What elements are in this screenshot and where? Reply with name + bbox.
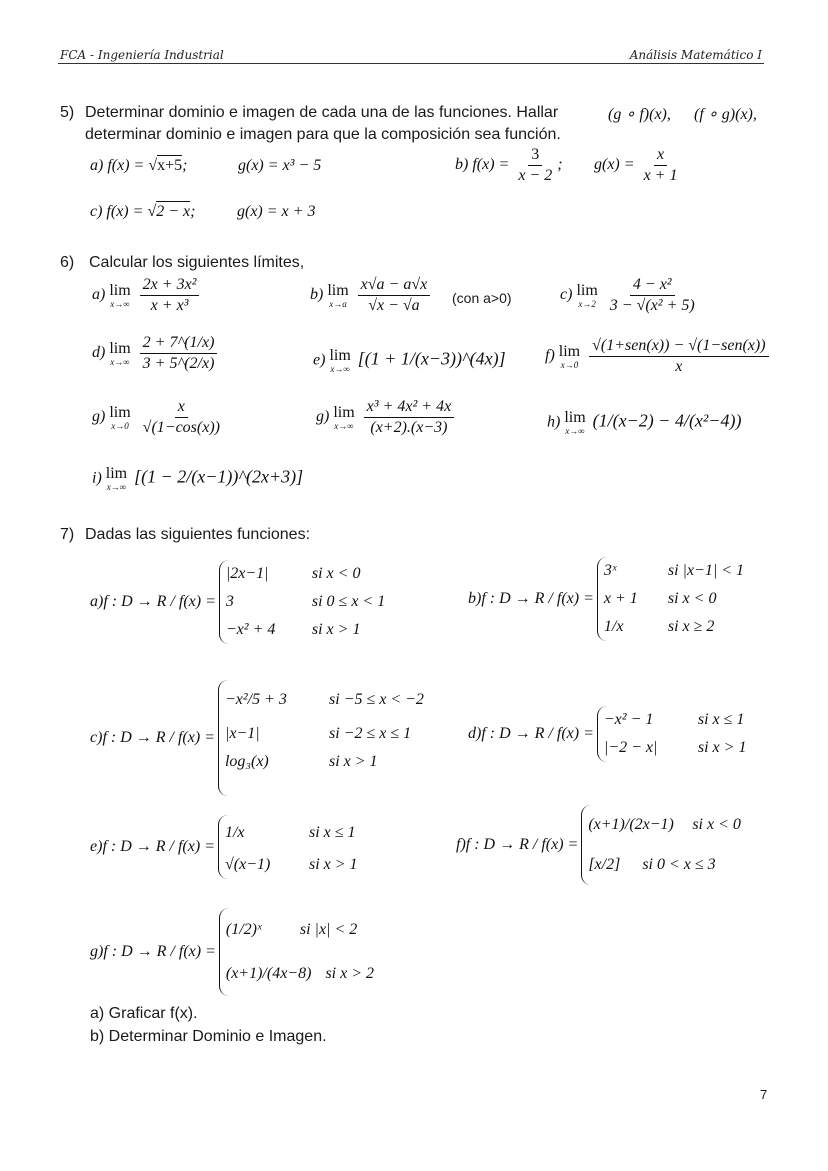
limit-d: d) lim x→∞ $\frac{2 + 7\^{}(1/x)}{3 + 5\^{}(2/x)}$ [92, 334, 219, 373]
ex6-title: Calcular los siguientes límites, [89, 254, 305, 271]
ex7-number: 7) [60, 526, 75, 543]
ex5-a-f: a) f(x) = √x+5; [90, 157, 188, 174]
page-number: 7 [760, 1087, 768, 1102]
limit-h: h) lim x→∞ (1/(x−2) − 4/(x²−4)) [547, 409, 742, 436]
header-left: FCA - Ingeniería Industrial [60, 48, 224, 62]
limit-a: a) lim x→∞ $\frac{\text{2x + 3x²}}{\text{x + x³}}$ [92, 276, 201, 315]
limit-b-note: (con a>0) [452, 290, 512, 306]
function-c: c) f : D → R / f(x) = −x²/5 + 3 si −5 ≤ x < −2 |x−1| si −2 ≤ x ≤ 1 log₃(x) si x > 1 [90, 680, 424, 796]
function-d: d) f : D → R / f(x) = −x² − 1 si x ≤ 1 |−2 − x| si x > 1 [468, 706, 746, 762]
limit-e: e) lim x→∞ [(1 + 1/(x−3))^(4x)] [313, 347, 506, 374]
function-e: e) f : D → R / f(x) = 1/x si x ≤ 1 √(x−1) si x > 1 [90, 815, 358, 879]
ex5-a-g: g(x) = x³ − 5 [238, 157, 322, 174]
ex7-task-a: a) Graficar f(x). [90, 1005, 198, 1022]
function-g: g) f : D → R / f(x) = (1/2)ˣ si |x| < 2 (x+1)/(4x−8) si x > 2 [90, 908, 374, 996]
ex5-text-line1: Determinar dominio e imagen de cada una de las funciones. Hallar [85, 104, 559, 121]
function-a: a) f : D → R / f(x) = |2x−1| si x < 0 3 si 0 ≤ x < 1 −x² + 4 si x > 1 [90, 560, 385, 644]
limit-c: c) lim x→2 $\frac{\text{4 − x²}}{\text{3 − √(x² + 5)}}$ [560, 276, 695, 314]
function-b: b) f : D → R / f(x) = 3ˣ si |x−1| < 1 x + 1 si x < 0 1/x si x ≥ 2 [468, 557, 744, 641]
ex6-number: 6) [60, 254, 75, 271]
ex5-comp-gf: (g ∘ f)(x), [608, 106, 671, 123]
limit-b: b) lim x→a $\frac{x√a - a√x}{√x - √a}$ [310, 276, 432, 315]
header-divider [58, 63, 764, 64]
limit-f: f) lim x→0 $\frac{\text{√(1+sen(x)) − √(1−sen(x))}}{x}$ [545, 337, 771, 376]
ex5-text-line2: determinar dominio e imagen para que la composición sea función. [85, 126, 561, 143]
header-right: Análisis Matemático I [629, 48, 762, 62]
limit-g1: g) lim x→0 $\frac{x}{√(1-\cos(x))}$ [92, 398, 220, 436]
ex5-c-f: c) f(x) = √2 − x; [90, 203, 196, 220]
limit-g2: g) lim x→∞ $\frac{\text{x³ + 4x² + 4x}}{(x+2).(x-3)}$ [316, 398, 456, 437]
ex7-task-b: b) Determinar Dominio e Imagen. [90, 1028, 327, 1045]
ex5-comp-fg: (f ∘ g)(x), [694, 106, 757, 123]
ex5-c-g: g(x) = x + 3 [237, 203, 316, 220]
ex7-title: Dadas las siguientes funciones: [85, 526, 311, 543]
limit-i: i) lim x→∞ [(1 − 2/(x−1))^(2x+3)] [92, 465, 304, 492]
ex5-b-g: g(x) = $\frac{x}{x + 1}$ [594, 146, 678, 184]
function-f: f) f : D → R / f(x) = (x+1)/(2x−1) si x < 0 [x/2] si 0 < x ≤ 3 [456, 805, 741, 885]
ex5-number: 5) [60, 104, 75, 121]
ex5-b-f: b) f(x) = $\frac{3}{x - 2}$ ; [455, 146, 563, 184]
